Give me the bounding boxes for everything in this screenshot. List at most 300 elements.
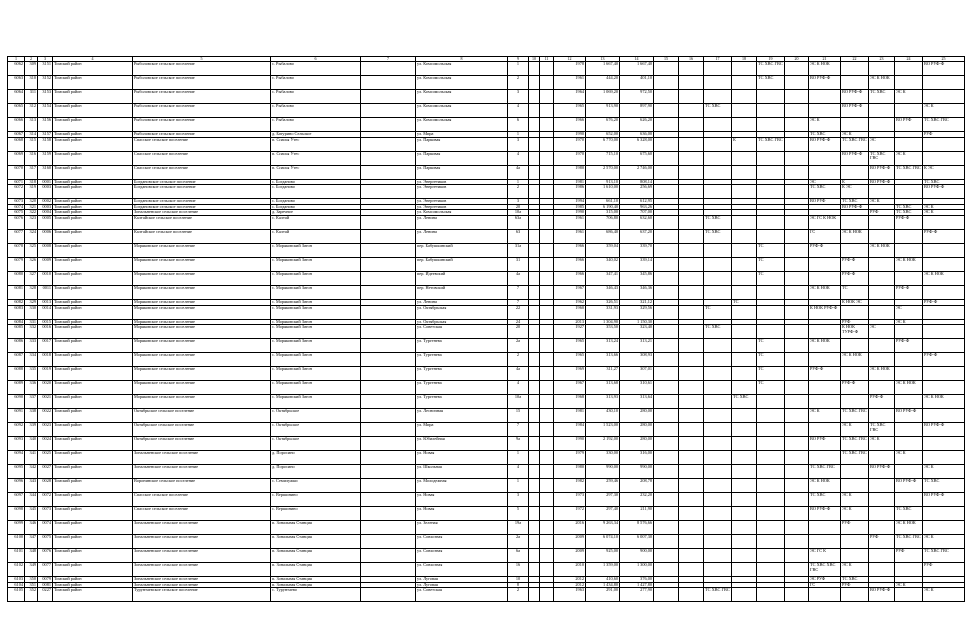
table-cell: 7 xyxy=(508,299,529,305)
table-cell xyxy=(785,451,809,465)
table-cell: 310 xyxy=(25,76,38,90)
table-cell xyxy=(895,493,923,507)
table-cell: 319 xyxy=(25,185,38,199)
table-cell: 3 xyxy=(508,199,529,205)
table-cell: ВО РУФ-Ф xyxy=(923,423,965,437)
table-cell: ул. Энергетиков xyxy=(416,185,508,199)
table-cell: 4 xyxy=(508,151,529,165)
table-cell xyxy=(361,409,416,423)
table-cell: ВО РУФ-Ф xyxy=(841,151,869,165)
table-cell xyxy=(679,588,704,602)
table-cell xyxy=(869,353,895,367)
table-cell xyxy=(654,451,679,465)
table-cell xyxy=(679,62,704,76)
table-cell: 1985 xyxy=(554,204,586,210)
table-cell xyxy=(809,535,841,549)
table-cell: 6093 xyxy=(8,437,25,451)
table-cell xyxy=(679,367,704,381)
table-cell: 6092 xyxy=(8,423,25,437)
table-cell: с. Октябрьское xyxy=(271,423,361,437)
table-cell xyxy=(529,423,540,437)
table-cell xyxy=(540,549,554,563)
table-cell: ЭС К НОК xyxy=(923,271,965,285)
table-cell: 311 xyxy=(25,90,38,104)
table-cell: 0015 xyxy=(38,319,53,325)
table-cell xyxy=(654,588,679,602)
table-cell: ТС ХВС xyxy=(923,179,965,185)
column-number: 23 xyxy=(869,57,895,62)
table-cell xyxy=(785,493,809,507)
table-cell xyxy=(895,437,923,451)
table-cell: 1986 xyxy=(554,185,586,199)
table-cell: 24 xyxy=(508,319,529,325)
table-cell: 1967 xyxy=(554,381,586,395)
table-cell: 1966 xyxy=(554,271,586,285)
table-cell: 328 xyxy=(25,285,38,299)
table-cell: ЭС К НОК xyxy=(841,229,869,243)
table-cell: с. Моряковский Затон xyxy=(271,325,361,339)
table-cell xyxy=(895,62,923,76)
table-cell xyxy=(757,395,785,409)
table-cell xyxy=(869,118,895,132)
table-cell xyxy=(540,151,554,165)
table-cell: РУФ-Ф xyxy=(923,229,965,243)
table-cell: ВО РУФ xyxy=(809,437,841,451)
table-cell xyxy=(895,76,923,90)
table-cell xyxy=(529,409,540,423)
table-cell xyxy=(732,229,757,243)
table-cell: ВО РУФ xyxy=(809,199,841,205)
table-cell: с. Богданово xyxy=(271,185,361,199)
table-cell: 8 xyxy=(508,582,529,588)
table-cell: 339,70 xyxy=(620,243,654,257)
table-cell: 6087 xyxy=(8,353,25,367)
table-cell: 1960 xyxy=(554,305,586,319)
table-cell: РУФ-Ф xyxy=(895,339,923,353)
table-cell xyxy=(732,353,757,367)
table-cell: 6069 xyxy=(8,151,25,165)
table-cell: ТС xyxy=(757,271,785,285)
table-cell: Моряковское сельское поселение xyxy=(133,257,271,271)
table-cell: 332 xyxy=(25,325,38,339)
table-cell xyxy=(540,118,554,132)
table-cell xyxy=(361,325,416,339)
table-cell: 0008 xyxy=(38,243,53,257)
table-cell xyxy=(757,535,785,549)
table-cell xyxy=(785,151,809,165)
table-cell xyxy=(529,563,540,577)
table-cell: 0006 xyxy=(38,229,53,243)
table-cell xyxy=(923,437,965,451)
table-cell xyxy=(529,151,540,165)
table-cell: 326,51 xyxy=(586,299,620,305)
table-cell: ул. Школьная xyxy=(416,465,508,479)
column-number: 7 xyxy=(361,57,416,62)
table-cell: 9а xyxy=(508,437,529,451)
table-cell xyxy=(540,437,554,451)
table-cell: 972,50 xyxy=(620,90,654,104)
table-cell: пер. Идеевский xyxy=(416,271,508,285)
table-cell: 900,00 xyxy=(620,549,654,563)
table-cell xyxy=(732,437,757,451)
table-cell: 1970 xyxy=(554,151,586,165)
table-cell: Томский район xyxy=(53,305,133,319)
table-cell: Спасское сельское поселение xyxy=(133,493,271,507)
table-cell xyxy=(540,137,554,151)
table-row xyxy=(8,535,965,549)
table-cell: п. Зональная Станция xyxy=(271,521,361,535)
table-cell xyxy=(785,165,809,179)
table-cell: ТС ХВС xyxy=(923,479,965,493)
table-cell xyxy=(654,437,679,451)
table-cell xyxy=(757,549,785,563)
table-cell: 6100 xyxy=(8,535,25,549)
table-cell: ул. Новая xyxy=(416,493,508,507)
table-cell: 6075 xyxy=(8,210,25,216)
table-cell: ЭС xyxy=(895,305,923,319)
table-cell: п. Спасья Утес xyxy=(271,165,361,179)
table-cell xyxy=(704,353,732,367)
table-cell xyxy=(757,437,785,451)
table-cell: с. Моряковский Затон xyxy=(271,299,361,305)
table-cell: 6090 xyxy=(8,395,25,409)
table-cell: ул. Тургенева xyxy=(416,367,508,381)
table-cell: 1 304,90 xyxy=(586,319,620,325)
table-cell: Томский район xyxy=(53,76,133,90)
table-cell xyxy=(785,395,809,409)
table-cell xyxy=(895,185,923,199)
table-cell: п. Спасья Утес xyxy=(271,151,361,165)
table-row xyxy=(8,367,965,381)
table-cell xyxy=(757,185,785,199)
table-cell xyxy=(540,339,554,353)
table-cell: 314 xyxy=(25,132,38,138)
table-cell xyxy=(923,151,965,165)
table-cell xyxy=(785,479,809,493)
table-cell: 2а xyxy=(508,535,529,549)
table-cell xyxy=(923,521,965,535)
table-cell: 6065 xyxy=(8,104,25,118)
table-cell: 6062 xyxy=(8,62,25,76)
table-cell xyxy=(841,479,869,493)
table-cell xyxy=(757,588,785,602)
table-cell xyxy=(841,588,869,602)
table-cell xyxy=(923,285,965,299)
table-row xyxy=(8,451,965,465)
table-cell: ЭС К xyxy=(923,588,965,602)
table-cell: Воронинское сельское поселение xyxy=(133,479,271,493)
table-cell: РУФ xyxy=(895,549,923,563)
table-cell: ул. Парковая xyxy=(416,151,508,165)
table-cell: РУФ-Ф xyxy=(841,271,869,285)
table-cell: 307,01 xyxy=(620,367,654,381)
table-cell: 1 300,00 xyxy=(620,563,654,577)
table-cell: 280,00 xyxy=(620,437,654,451)
table-cell xyxy=(679,381,704,395)
table-cell: ТС ХВС xyxy=(704,104,732,118)
table-cell xyxy=(540,423,554,437)
table-cell xyxy=(529,257,540,271)
table-cell: ул. Энергетиков xyxy=(416,199,508,205)
table-row xyxy=(8,62,965,76)
table-cell xyxy=(841,549,869,563)
table-cell: 211,90 xyxy=(620,507,654,521)
table-cell: 0075 xyxy=(38,535,53,549)
table-cell: 316,00 xyxy=(620,451,654,465)
table-cell: 1967 xyxy=(554,285,586,299)
table-cell: 6074 xyxy=(8,204,25,210)
table-cell: 0004 xyxy=(38,210,53,216)
table-cell: ЭС ГС К xyxy=(809,549,841,563)
column-number: 24 xyxy=(895,57,923,62)
table-cell: РУФ-Ф xyxy=(841,257,869,271)
table-cell: 309 xyxy=(25,62,38,76)
table-cell xyxy=(757,409,785,423)
table-cell: РУФ xyxy=(923,563,965,577)
table-cell xyxy=(654,507,679,521)
table-cell: ЭС К НОК xyxy=(895,521,923,535)
table-cell: РУФ-Ф xyxy=(809,367,841,381)
column-number: 20 xyxy=(785,57,809,62)
table-cell: 1963 xyxy=(554,588,586,602)
table-cell xyxy=(529,305,540,319)
table-cell: Моряковское сельское поселение xyxy=(133,271,271,285)
table-cell xyxy=(654,185,679,199)
table-cell: 1980 xyxy=(554,465,586,479)
table-cell: 63 xyxy=(508,229,529,243)
table-cell xyxy=(732,325,757,339)
table-cell xyxy=(895,271,923,285)
table-cell: Томский район xyxy=(53,132,133,138)
table-cell xyxy=(704,151,732,165)
table-cell xyxy=(540,257,554,271)
table-cell: 1 667,40 xyxy=(620,62,654,76)
table-cell xyxy=(679,563,704,577)
column-number: 16 xyxy=(679,57,704,62)
table-cell: 1979 xyxy=(554,451,586,465)
table-cell: 376,00 xyxy=(620,577,654,583)
table-cell: ул. Ленина xyxy=(416,299,508,305)
table-cell xyxy=(757,305,785,319)
table-cell: ул. Мира xyxy=(416,132,508,138)
table-cell: 0076 xyxy=(38,549,53,563)
table-cell: ЭС К НОК xyxy=(895,257,923,271)
table-cell: ТС xyxy=(841,285,869,299)
table-cell xyxy=(529,521,540,535)
table-cell: 6098 xyxy=(8,507,25,521)
table-cell xyxy=(809,90,841,104)
table-cell xyxy=(529,118,540,132)
table-cell xyxy=(704,285,732,299)
table-cell xyxy=(895,367,923,381)
table-cell xyxy=(529,215,540,229)
table-cell: 2 xyxy=(508,185,529,199)
table-cell xyxy=(757,479,785,493)
table-cell xyxy=(809,521,841,535)
table-cell: 1962 xyxy=(554,299,586,305)
table-cell: ЭС К xyxy=(923,104,965,118)
table-cell xyxy=(757,507,785,521)
table-cell xyxy=(361,563,416,577)
table-cell: 6084 xyxy=(8,319,25,325)
table-cell: 913,90 xyxy=(586,104,620,118)
table-row xyxy=(8,257,965,271)
table-cell: ТС ХВС ГВС xyxy=(757,137,785,151)
table-cell xyxy=(679,339,704,353)
table-cell: 6 770,00 xyxy=(586,137,620,151)
table-cell: ул. Парковая xyxy=(416,137,508,151)
table-cell xyxy=(732,493,757,507)
table-cell: ЭС К xyxy=(841,507,869,521)
table-cell: с. Октябрьское xyxy=(271,437,361,451)
table-cell: с. Моряковский Затон xyxy=(271,381,361,395)
table-cell xyxy=(841,62,869,76)
table-cell: 6а xyxy=(508,549,529,563)
table-cell xyxy=(732,409,757,423)
table-cell xyxy=(732,118,757,132)
table-cell: ТС ХВС xyxy=(704,325,732,339)
table-cell: с. Рыбалово xyxy=(271,62,361,76)
table-cell xyxy=(704,118,732,132)
table-cell: ТС ХВС xyxy=(809,493,841,507)
table-cell: 359,04 xyxy=(586,243,620,257)
table-cell xyxy=(809,271,841,285)
table-cell xyxy=(785,535,809,549)
table-cell: Октябрьское сельское поселение xyxy=(133,423,271,437)
table-cell: с. Моряковский Затон xyxy=(271,285,361,299)
table-cell: 6080 xyxy=(8,271,25,285)
table-cell xyxy=(361,271,416,285)
table-cell xyxy=(679,521,704,535)
table-cell: К xyxy=(732,137,757,151)
table-cell: 1994 xyxy=(554,199,586,205)
table-cell: ВО РУФ xyxy=(895,118,923,132)
table-cell xyxy=(841,465,869,479)
table-cell: ТС ХВС ГВС xyxy=(895,165,923,179)
table-cell: ул. Комсомольская xyxy=(416,104,508,118)
table-cell: 4 xyxy=(508,381,529,395)
table-cell: 340 xyxy=(25,437,38,451)
table-cell: Спасское сельское поселение xyxy=(133,151,271,165)
table-cell xyxy=(923,90,965,104)
table-cell: Томский район xyxy=(53,271,133,285)
column-number: 11 xyxy=(540,57,554,62)
table-cell xyxy=(654,165,679,179)
table-cell: пер. Нетовский xyxy=(416,285,508,299)
table-cell xyxy=(757,325,785,339)
table-cell xyxy=(923,137,965,151)
table-cell: ВО РУФ-Ф xyxy=(923,185,965,199)
table-cell xyxy=(732,243,757,257)
table-cell: 1 150,30 xyxy=(620,319,654,325)
table-cell: с. Моряковский Затон xyxy=(271,367,361,381)
table-cell: 316 xyxy=(25,151,38,165)
table-cell xyxy=(895,325,923,339)
table-cell: Рыболовское сельское поселение xyxy=(133,118,271,132)
table-cell: 675,60 xyxy=(620,151,654,165)
table-cell: Рыболовское сельское поселение xyxy=(133,62,271,76)
table-cell: с. Моряковский Затон xyxy=(271,319,361,325)
table-cell: 321 xyxy=(25,204,38,210)
table-cell: Рыболовское сельское поселение xyxy=(133,76,271,90)
table-cell: Томский район xyxy=(53,319,133,325)
table-cell: Спасское сельское поселение xyxy=(133,165,271,179)
table-cell: Томский район xyxy=(53,339,133,353)
table-cell: пер. Бабушкинский xyxy=(416,257,508,271)
table-cell: 6104 xyxy=(8,582,25,588)
table-cell xyxy=(704,409,732,423)
table-cell: ЭС xyxy=(869,325,895,339)
table-cell: 1961 xyxy=(554,229,586,243)
table-cell: ул. Октябрьская xyxy=(416,305,508,319)
table-cell: Моряковское сельское поселение xyxy=(133,305,271,319)
table-cell: 6076 xyxy=(8,215,25,229)
table-cell: ул. Советская xyxy=(416,588,508,602)
table-cell xyxy=(654,229,679,243)
table-cell: 3 xyxy=(508,493,529,507)
table-cell xyxy=(540,325,554,339)
table-cell: 310,61 xyxy=(620,381,654,395)
table-cell: ул. Энергетиков xyxy=(416,204,508,210)
table-cell: ЭС ГС К НОК xyxy=(809,215,841,229)
table-cell: Богдановское сельское поселение xyxy=(133,199,271,205)
table-cell xyxy=(679,90,704,104)
table-cell xyxy=(841,118,869,132)
table-cell: 6097 xyxy=(8,493,25,507)
table-row xyxy=(8,76,965,90)
table-cell: 1 434,80 xyxy=(586,582,620,588)
table-cell: 280,00 xyxy=(620,409,654,423)
table-cell: 0001 xyxy=(38,179,53,185)
table-row xyxy=(8,521,965,535)
table-cell xyxy=(923,409,965,423)
table-cell xyxy=(732,423,757,437)
table-cell xyxy=(679,257,704,271)
table-cell: Зональненское сельское поселение xyxy=(133,451,271,465)
table-cell: Зональненское сельское поселение xyxy=(133,549,271,563)
table-cell: 0081 xyxy=(38,582,53,588)
table-cell: п. Зональная Станция xyxy=(271,582,361,588)
table-cell xyxy=(785,353,809,367)
table-cell xyxy=(757,451,785,465)
table-cell xyxy=(704,185,732,199)
table-cell: Томский район xyxy=(53,118,133,132)
table-cell: 0011 xyxy=(38,285,53,299)
table-cell xyxy=(841,243,869,257)
table-row xyxy=(8,243,965,257)
table-cell: 0018 xyxy=(38,353,53,367)
table-cell: ул. Юбилейная xyxy=(416,437,508,451)
table-cell xyxy=(732,535,757,549)
table-cell xyxy=(529,271,540,285)
table-cell: 6085 xyxy=(8,325,25,339)
table-cell xyxy=(785,271,809,285)
table-cell xyxy=(732,62,757,76)
table-cell xyxy=(704,563,732,577)
table-cell xyxy=(529,185,540,199)
table-cell: ТС ХВС ГВС xyxy=(841,437,869,451)
table-cell: К НОК ТУРФ-Ф xyxy=(841,325,869,339)
table-cell: ул. Комсомольская xyxy=(416,62,508,76)
table-cell: 330 xyxy=(25,305,38,319)
table-cell: 0079 xyxy=(38,577,53,583)
table-cell xyxy=(540,535,554,549)
table-cell xyxy=(679,229,704,243)
table-cell: 320 xyxy=(25,199,38,205)
table-cell xyxy=(540,243,554,257)
table-cell: 2 192,00 xyxy=(586,437,620,451)
table-cell: 1 xyxy=(508,479,529,493)
